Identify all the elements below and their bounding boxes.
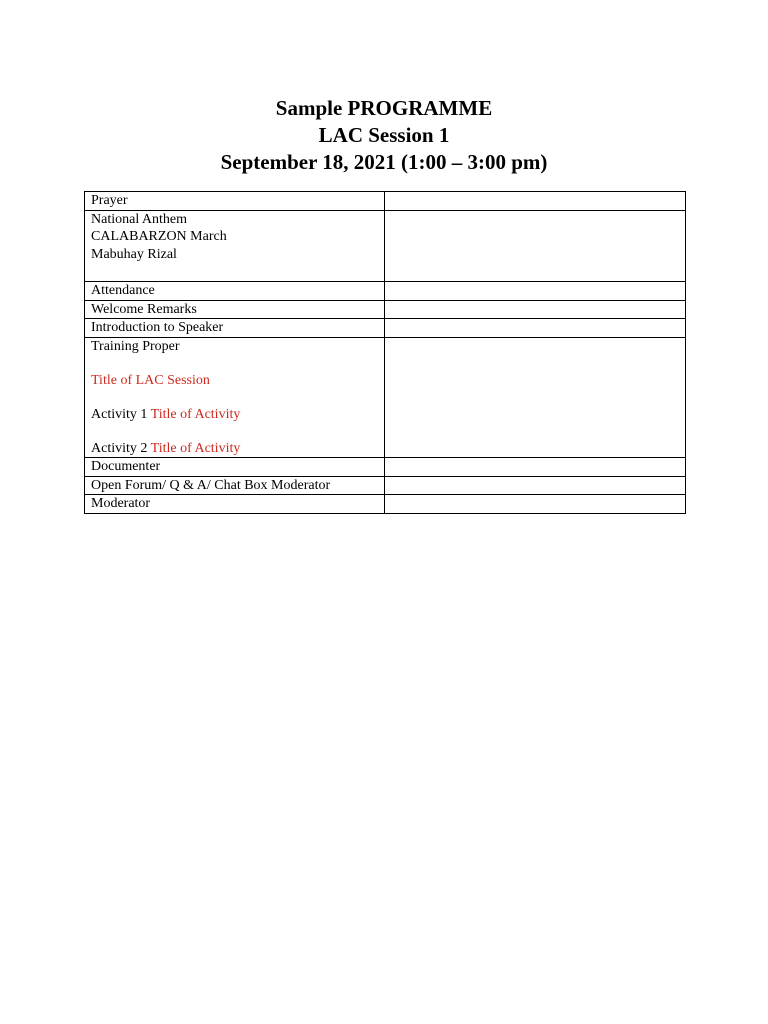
row-label-attendance: Attendance xyxy=(85,282,385,301)
spacer xyxy=(91,389,378,406)
anthem-calabarzon: CALABARZON March xyxy=(91,229,227,244)
spacer xyxy=(91,355,378,372)
row-assignee-empty xyxy=(385,300,686,319)
table-row xyxy=(85,192,686,211)
anthem-mabuhay-rizal: Mabuhay Rizal xyxy=(91,246,177,262)
row-assignee-empty xyxy=(385,337,686,458)
row-assignee-empty xyxy=(385,282,686,301)
spacer xyxy=(91,423,378,440)
activity-1-line xyxy=(91,406,378,424)
programme-table xyxy=(84,191,686,514)
row-assignee-empty xyxy=(385,495,686,514)
activity-1-prefix: Activity 1 xyxy=(91,406,148,422)
row-label-documenter: Documenter xyxy=(85,458,385,477)
row-assignee-empty xyxy=(385,192,686,211)
table-row xyxy=(85,282,686,301)
row-label-welcome: Welcome Remarks xyxy=(85,300,385,319)
activity-2-line xyxy=(91,440,378,458)
table-row xyxy=(85,458,686,477)
table-row xyxy=(85,495,686,514)
table-row xyxy=(85,210,686,282)
lac-session-title-placeholder: Title of LAC Session xyxy=(91,372,210,388)
anthem-national: National Anthem xyxy=(91,211,188,227)
row-label-anthems xyxy=(85,210,385,282)
table-row xyxy=(85,300,686,319)
table-row xyxy=(85,319,686,338)
row-assignee-empty xyxy=(385,210,686,282)
row-assignee-empty xyxy=(385,458,686,477)
table-row xyxy=(85,476,686,495)
programme-heading xyxy=(0,95,768,176)
row-label-training xyxy=(85,337,385,458)
heading-date: September 18, 2021 (1:00 – 3:00 pm) xyxy=(220,150,548,174)
training-proper-label: Training Proper xyxy=(91,338,180,354)
row-label-moderator: Moderator xyxy=(85,495,385,514)
heading-title: Sample PROGRAMME xyxy=(275,96,493,120)
activity-2-prefix: Activity 2 xyxy=(91,440,148,456)
row-label-introduction: Introduction to Speaker xyxy=(85,319,385,338)
row-label-open-forum: Open Forum/ Q & A/ Chat Box Moderator xyxy=(85,476,385,495)
row-assignee-empty xyxy=(385,319,686,338)
activity-2-title-placeholder: Title of Activity xyxy=(150,440,241,456)
heading-session: LAC Session 1 xyxy=(318,123,450,147)
table-row xyxy=(85,337,686,458)
row-label-prayer: Prayer xyxy=(85,192,385,211)
activity-1-title-placeholder: Title of Activity xyxy=(150,406,241,422)
row-assignee-empty xyxy=(385,476,686,495)
